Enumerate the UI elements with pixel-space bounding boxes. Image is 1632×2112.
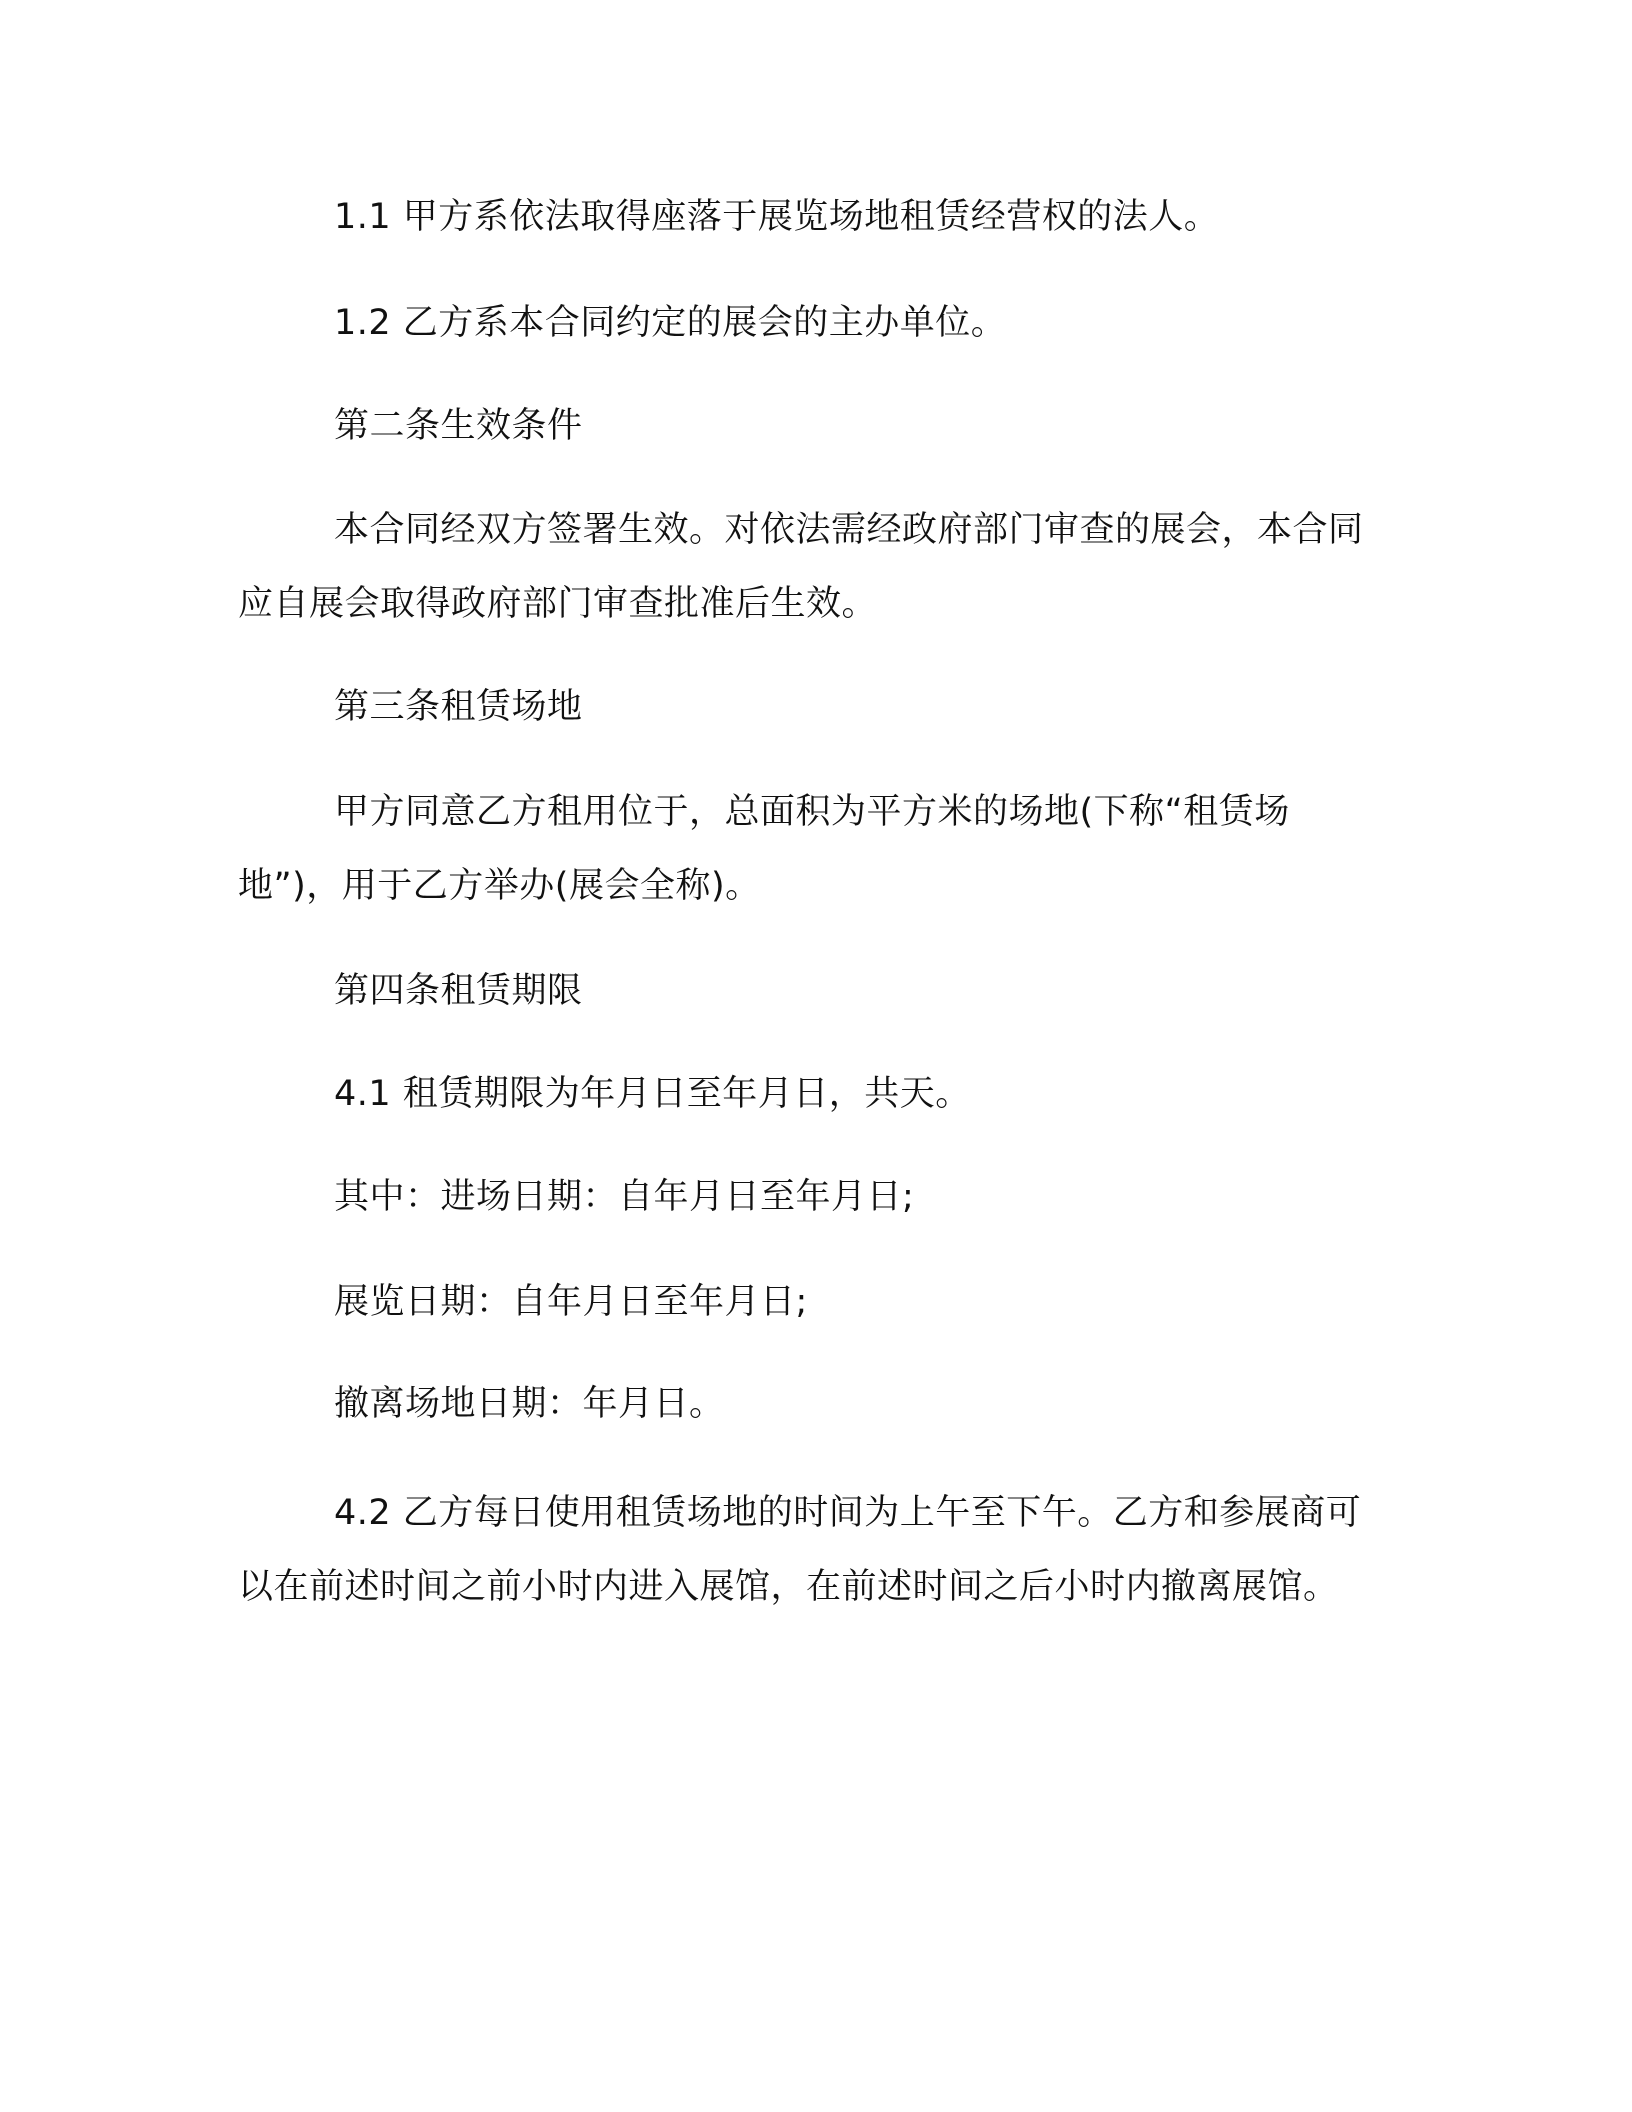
document-page <box>238 0 1378 2112</box>
article-3-body: 甲方同意乙方租用位于，总面积为平方米的场地(下称“租赁场地”)，用于乙方举办(展会全称)。 <box>238 792 1290 906</box>
clause-4-2: 4.2 乙方每日使用租赁场地的时间为上午至下午。乙方和参展商可以在前述时间之前小时内进入展馆，在前述时间之后小时内撤离展馆。 <box>238 1493 1362 1607</box>
exhibition-date-line: 展览日期：自年月日至年月日; <box>334 1282 808 1322</box>
article-2-heading: 第二条生效条件 <box>334 406 583 446</box>
article-4-heading: 第四条租赁期限 <box>334 971 583 1011</box>
article-2-body: 本合同经双方签署生效。对依法需经政府部门审查的展会，本合同应自展会取得政府部门审查批准后生效。 <box>238 510 1364 624</box>
withdrawal-date-line: 撤离场地日期：年月日。 <box>334 1384 725 1424</box>
entry-date-line: 其中：进场日期：自年月日至年月日; <box>334 1177 915 1217</box>
clause-1-1: 1.1 甲方系依法取得座落于展览场地租赁经营权的法人。 <box>334 197 1220 237</box>
article-3-heading: 第三条租赁场地 <box>334 687 583 727</box>
clause-4-1: 4.1 租赁期限为年月日至年月日，共天。 <box>334 1074 971 1114</box>
clause-1-2: 1.2 乙方系本合同约定的展会的主办单位。 <box>334 303 1007 343</box>
